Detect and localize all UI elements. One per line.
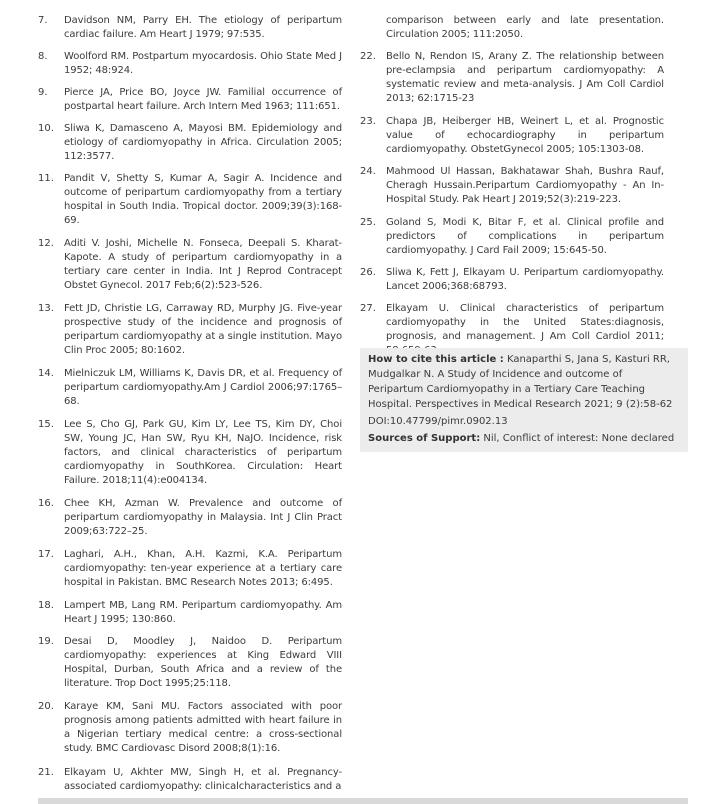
reference-text: Mielniczuk LM, Williams K, Davis DR, et al. Frequency of peripartum cardiomyopathy.Am J Cardiol 2006;97:1765–68. — [64, 368, 342, 407]
reference-text: Fett JD, Christie LG, Carraway RD, Murphy JG. Five-year prospective study of the incidence and prognosis of peripartum cardiomyopathy at a single institution. Mayo Clin Proc 2005; 80:1602. — [64, 303, 342, 356]
reference-text: Karaye KM, Sani MU. Factors associated with poor prognosis among patients admitted with heart failure in a Nigerian tertiary medical centre: a cross-sectional study. BMC Cardiovasc Disord 2008;8(1):16. — [64, 701, 342, 754]
reference-number: 13. — [38, 303, 54, 314]
reference-text: Bello N, Rendon IS, Arany Z. The relationship between pre-eclampsia and peripartum cardiomyopathy: A systematic review and meta-analysis. J Am Coll Cardiol 2013; 62:1715-23 — [386, 51, 664, 104]
reference-number: 14. — [38, 368, 54, 379]
citation-text: Kanaparthi S, Jana S, Kasturi RR, Mudgalkar N. A Study of Incidence and outcome of Peripartum Cardiomyopathy in a Tertiary Care Teaching Hospital. Perspectives in Medical Research 2021; 9 (2):58-62 — [368, 354, 673, 410]
reference-item — [38, 172, 342, 228]
reference-text: comparison between early and late presentation. Circulation 2005; 111:2050. — [386, 15, 664, 40]
reference-item — [360, 165, 664, 207]
reference-text: Chapa JB, Heiberger HB, Weinert L, et al. Prognostic value of echocardiography in peripartum cardiomyopathy. ObstetGynecol 2005; 105:1303-08. — [386, 116, 664, 155]
support-label: Sources of Support: — [368, 433, 481, 444]
reference-text: Woolford RM. Postpartum myocardosis. Ohio State Med J 1952; 48:924. — [64, 51, 342, 76]
citation-paragraph — [368, 352, 680, 412]
reference-number: 25. — [360, 217, 376, 228]
reference-item — [38, 635, 342, 691]
support-text: Nil, Conflict of interest: None declared — [480, 433, 675, 444]
reference-text: Sliwa K, Fett J, Elkayam U. Peripartum cardiomyopathy. Lancet 2006;368:68793. — [386, 267, 664, 292]
reference-item — [38, 367, 342, 409]
reference-item — [360, 115, 664, 157]
support-paragraph — [368, 431, 680, 446]
reference-item — [38, 302, 342, 358]
reference-number: 7. — [38, 15, 48, 26]
reference-item — [38, 599, 342, 627]
reference-text: Elkayam U. Clinical characteristics of peripartum cardiomyopathy in the United States:diagnosis, prognosis, and management. J Am Coll Cardiol 2011; — [386, 303, 664, 342]
reference-number: 27. — [360, 303, 376, 314]
reference-item — [38, 766, 342, 794]
reference-text: Elkayam U, Akhter MW, Singh H, et al. Pregnancy-associated cardiomyopathy: clinicalcharacteristics and a — [64, 767, 342, 792]
reference-number: 8. — [38, 51, 48, 62]
reference-number: 16. — [38, 498, 54, 509]
reference-number: 9. — [38, 87, 48, 98]
reference-text: Mahmood Ul Hassan, Bakhatawar Shah, Bushra Rauf, Cheragh Hussain.Peripartum Cardiomyopathy - An In-Hospital Study. Pak Heart J 2019;52(3):219-223. — [386, 166, 664, 205]
reference-item — [38, 86, 342, 114]
reference-text: Pandit V, Shetty S, Kumar A, Sagir A. Incidence and outcome of peripartum cardiomyopathy from a tertiary hospital in South India. Tropical doctor. 2009;39(3):168-69. — [64, 173, 342, 226]
reference-item — [38, 122, 342, 164]
reference-text: Laghari, A.H., Khan, A.H. Kazmi, K.A. Peripartum cardiomyopathy: ten-year experience at a tertiary care hospital in Pakistan. BMC Research Notes 2013; 6:495. — [64, 549, 342, 588]
reference-item — [38, 237, 342, 293]
reference-item — [38, 548, 342, 590]
reference-number: 15. — [38, 419, 54, 430]
doi-text: DOI:10.47799/pimr.0902.13 — [368, 416, 508, 427]
reference-item — [360, 14, 664, 42]
reference-number: 21. — [38, 767, 54, 778]
reference-number: 23. — [360, 116, 376, 127]
reference-text: Goland S, Modi K, Bitar F, et al. Clinical profile and predictors of complications in peripartum cardiomyopathy. J Card Fail 2009; 15:645-50. — [386, 217, 664, 256]
reference-number: 22. — [360, 51, 376, 62]
reference-text: Pierce JA, Price BO, Joyce JW. Familial occurrence of postpartal heart failure. Arch Intern Med 1963; 111:651. — [64, 87, 342, 112]
reference-item — [38, 497, 342, 539]
reference-number: 24. — [360, 166, 376, 177]
reference-number: 26. — [360, 267, 376, 278]
footer-bar — [38, 798, 688, 804]
reference-text: Sliwa K, Damasceno A, Mayosi BM. Epidemiology and etiology of cardiomyopathy in Africa. Circulation 2005; 112:3577. — [64, 123, 342, 162]
reference-text: Desai D, Moodley J, Naidoo D. Peripartum cardiomyopathy: experiences at King Edward VIII Hospital, Durban, South Africa and a review of the literature. Trop Doct 1995;25:118. — [64, 636, 342, 689]
reference-item — [360, 266, 664, 294]
reference-number: 20. — [38, 701, 54, 712]
reference-number: 11. — [38, 173, 54, 184]
reference-number: 19. — [38, 636, 54, 647]
reference-text: Chee KH, Azman W. Prevalence and outcome of peripartum cardiomyopathy in Malaysia. Int J Clin Pract 2009;63:722–25. — [64, 498, 342, 537]
reference-item — [38, 700, 342, 756]
citation-label: How to cite this article : — [368, 354, 504, 365]
reference-text: Aditi V. Joshi, Michelle N. Fonseca, Deepali S. Kharat-Kapote. A study of peripartum cardiomyopathy in a tertiary care center in India. Int J Reprod Contracept Obstet Gynecol. 2017 Feb;6(2):523-526. — [64, 238, 342, 291]
reference-number: 18. — [38, 600, 54, 611]
reference-item — [360, 50, 664, 106]
citation-box — [360, 348, 688, 452]
reference-text: Lee S, Cho GJ, Park GU, Kim LY, Lee TS, Kim DY, Choi SW, Young JC, Han SW, Ryu KH, NaJO. Incidence, risk factors, and clinical characteristics of peripartum cardiomyopathy in SouthKorea. Circulation: Heart Failure. 2018;11(4):e004134. — [64, 419, 342, 486]
reference-number: 12. — [38, 238, 54, 249]
reference-number: 17. — [38, 549, 54, 560]
reference-item — [38, 418, 342, 488]
reference-text: Davidson NM, Parry EH. The etiology of peripartum cardiac failure. Am Heart J 1979; 97:535. — [64, 15, 342, 40]
reference-item — [360, 216, 664, 258]
reference-item — [38, 50, 342, 78]
reference-item — [38, 14, 342, 42]
reference-text: Lampert MB, Lang RM. Peripartum cardiomyopathy. Am Heart J 1995; 130:860. — [64, 600, 342, 625]
reference-number: 10. — [38, 123, 54, 134]
